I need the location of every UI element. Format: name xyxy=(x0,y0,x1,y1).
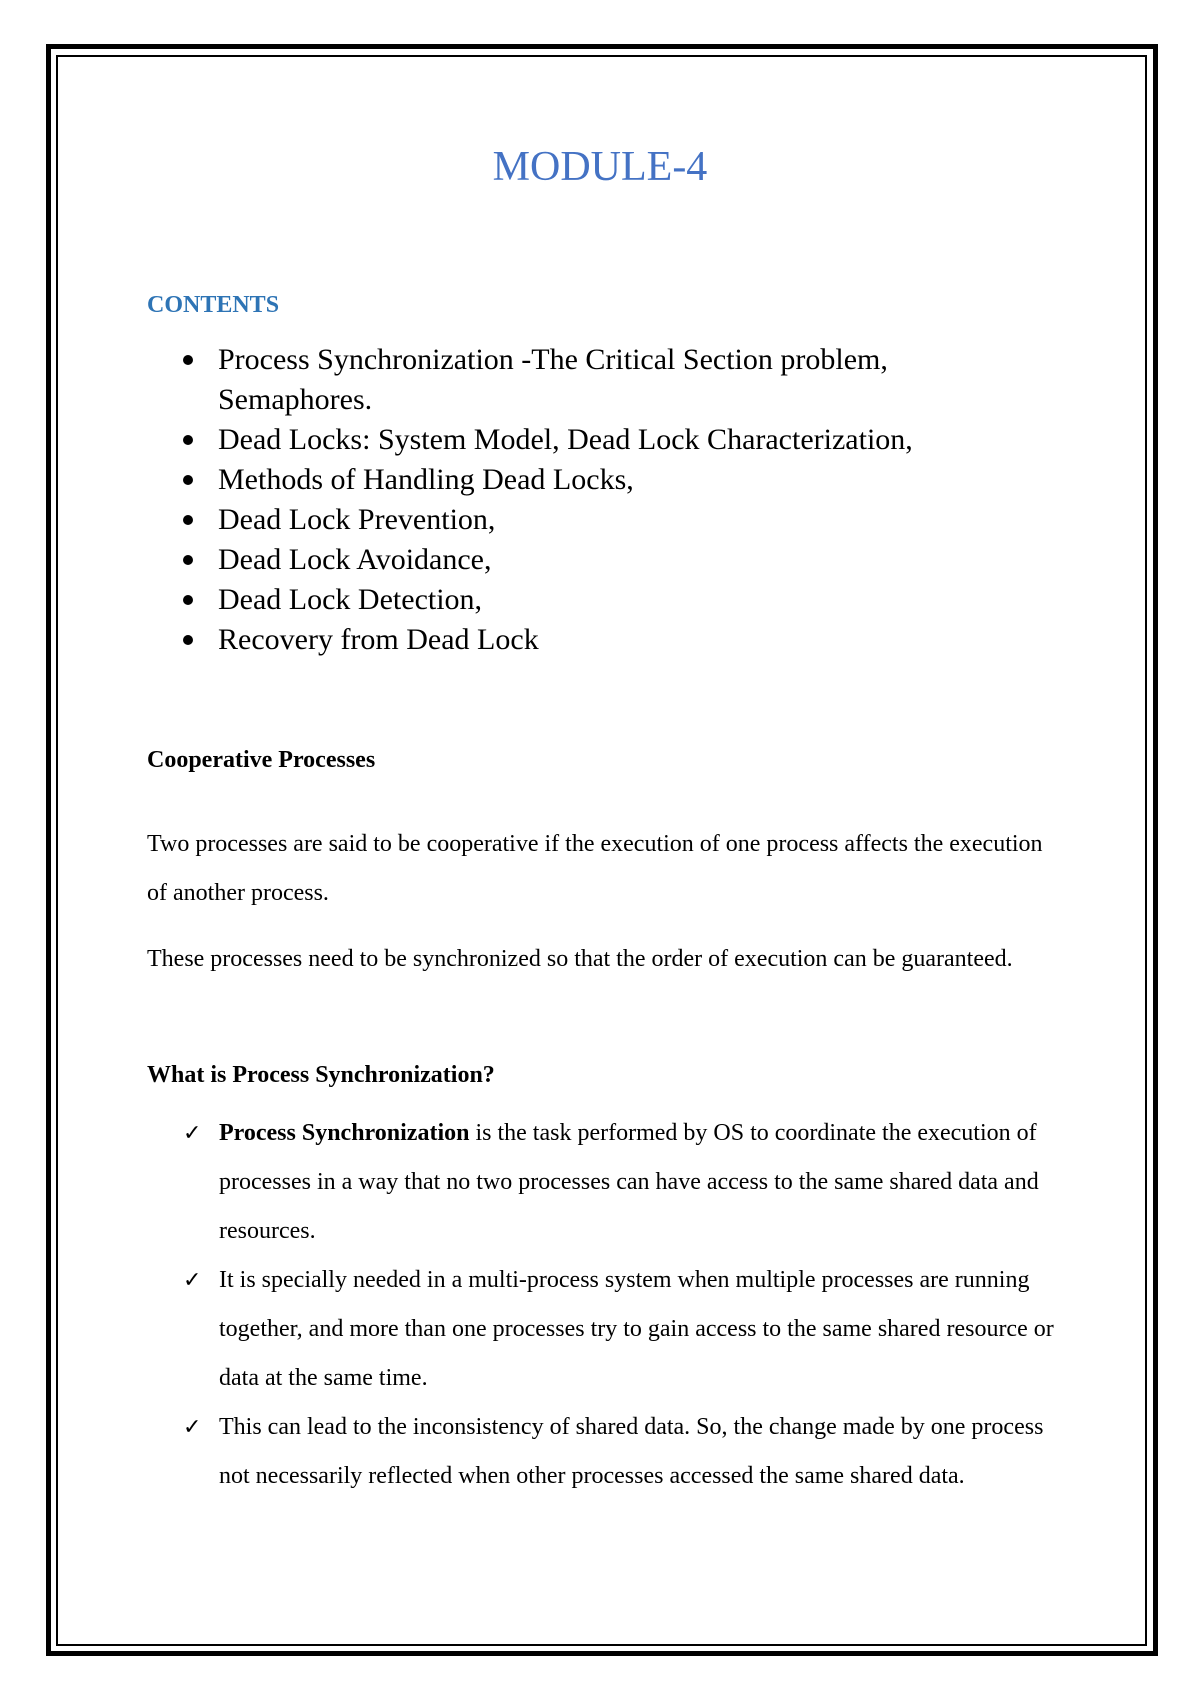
contents-item xyxy=(0,620,978,660)
synchronization-point-text: is the task performed by OS to coordinate the execution of processes in a way that no two processes can have access to the same shared data and resources. xyxy=(219,1120,1039,1244)
contents-item xyxy=(0,580,978,620)
synchronization-point xyxy=(0,1109,1069,1256)
contents-item xyxy=(0,540,978,580)
contents-list xyxy=(0,340,978,660)
synchronization-point-text: It is specially needed in a multi-process system when multiple processes are running together, and more than one processes try to gain access to the same shared resource or data at the same time. xyxy=(219,1267,1054,1391)
checkmark-icon: ✓ xyxy=(183,1268,202,1293)
contents-item-text: Methods of Handling Dead Locks, xyxy=(218,463,634,496)
bullet-icon xyxy=(183,515,193,525)
checkmark-icon: ✓ xyxy=(183,1415,202,1440)
contents-item xyxy=(0,460,978,500)
module-title: MODULE-4 xyxy=(492,144,708,190)
synchronization-heading: What is Process Synchronization? xyxy=(147,1062,495,1088)
bullet-icon xyxy=(183,635,193,645)
bullet-icon xyxy=(183,475,193,485)
synchronization-point-text: This can lead to the inconsistency of shared data. So, the change made by one process not necessarily reflected when other processes accessed the same shared data. xyxy=(219,1414,1044,1489)
contents-item-text: Process Synchronization -The Critical Section problem, Semaphores. xyxy=(218,343,888,416)
bullet-icon xyxy=(183,435,193,445)
contents-item xyxy=(0,340,978,420)
bullet-icon xyxy=(183,555,193,565)
cooperative-paragraph-2: These processes need to be synchronized so that the order of execution can be guaranteed. xyxy=(147,946,1013,972)
synchronization-point xyxy=(0,1403,1069,1501)
synchronization-term: Process Synchronization xyxy=(219,1120,470,1146)
contents-item-text: Dead Lock Detection, xyxy=(218,583,483,616)
cooperative-heading: Cooperative Processes xyxy=(147,747,376,773)
contents-item xyxy=(0,420,978,460)
contents-item-text: Dead Lock Avoidance, xyxy=(218,543,492,576)
contents-item-text: Recovery from Dead Lock xyxy=(218,623,539,656)
contents-item-text: Dead Lock Prevention, xyxy=(218,503,496,536)
contents-heading: CONTENTS xyxy=(147,292,280,318)
bullet-icon xyxy=(183,595,193,605)
synchronization-point xyxy=(0,1256,1069,1403)
contents-item xyxy=(0,500,978,540)
contents-item-text: Dead Locks: System Model, Dead Lock Characterization, xyxy=(218,423,913,456)
cooperative-paragraph-1: Two processes are said to be cooperative if the execution of one process affects the execution of another process. xyxy=(147,831,1043,906)
checkmark-icon: ✓ xyxy=(183,1121,202,1146)
synchronization-list xyxy=(0,1109,1069,1501)
bullet-icon xyxy=(183,355,193,365)
